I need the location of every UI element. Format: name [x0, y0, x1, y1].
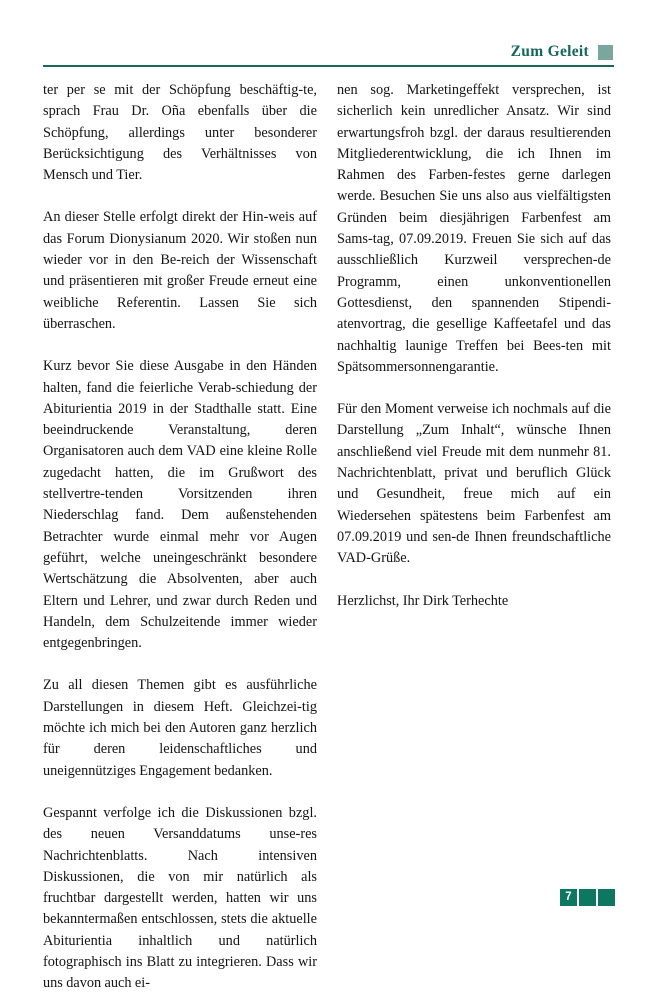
paragraph: Gespannt verfolge ich die Diskussionen bzgl. des neuen Versanddatums unse-​res Nachrichtenblatts. Nach intensiven Diskussionen, die von mir natürlich als fruchtbar dargestellt werden, hatten wir uns bekanntermaßen entschlossen, stets die aktuelle Abiturientia inhaltlich und natürlich fotographisch ins Blatt zu integrieren. Dass wir uns davon auch ei- [43, 804, 317, 992]
right-column [337, 80, 611, 612]
paragraph: An dieser Stelle erfolgt direkt der Hin-​weis auf das Forum Dionysianum 2020. Wir stoßen nun wieder vor in den Be-​reich der Wissenschaft und präsentieren mit großer Freude erneut eine weibliche Referentin. Lassen Sie sich überraschen. [43, 209, 317, 332]
paragraph: Kurz bevor Sie diese Ausgabe in den Händen halten, fand die feierliche Verab-​schiedung der Abiturientia 2019 in der Stadthalle statt. Eine beeindruckende Veranstaltung, deren Organisatoren auch dem VAD eine kleine Rolle zugedacht hatten, die im Grußwort des stellvertre-​tenden Vorsitzenden ihren Niederschlag fand. Dem außenstehenden Betrachter wurde einmal mehr vor Augen geführt, welche uneingeschränkt besondere Wertschätzung die Absolventen, aber auch Eltern und Lehrer, und zwar durch Reden und Handeln, dem Schulzeitende immer wieder entgegenbringen. [43, 358, 317, 652]
folio-accent-square-icon-2 [598, 889, 615, 906]
paragraph: Zu all diesen Themen gibt es ausführliche Darstellungen in diesem Heft. Gleichzei-​tig möchte ich mich bei den Autoren ganz herzlich für deren leidenschaftliches und uneigennütziges Engagement bedanken. [43, 677, 317, 779]
paragraph: Für den Moment verweise ich nochmals auf die Darstellung „Zum Inhalt“, wünsche Ihnen anschließend viel Freude mit dem nunmehr 81. Nachrichtenblatt, privat und beruflich Glück und Gesundheit, freue mich auf ein Wiedersehen spätestens beim Farbenfest am 07.09.2019 und sen-​de Ihnen freundschaftliche VAD-Grüße. [337, 401, 611, 567]
article-body [43, 80, 623, 992]
folio-accent-square-icon-1 [579, 889, 596, 906]
header-divider-rule [43, 65, 614, 67]
page-title: Zum Geleit [510, 43, 589, 61]
page-number-badge: 7 [560, 889, 577, 906]
running-head [43, 38, 613, 66]
paragraph: nen sog. Marketingeffekt versprechen, ist sicherlich kein unredlicher Ansatz. Wir sind erwartungsfroh bzgl. der daraus resultierenden Mitgliederentwicklung, die ich Ihnen im Rahmen des Farben-​festes gerne darlegen werde. Besuchen Sie uns also aus vielfältigsten Gründen beim diesjährigen Farbenfest am Sams-​tag, 07.09.2019. Freuen Sie sich auf das ausschließlich Kurzweil versprechen-​de Programm, einen unkonventionellen Gottesdienst, den spannenden Stipendi-​atenvortrag, die gesellige Kaffeetafel und das nachhaltig launige Treffen bei Bees-​ten mit Spätsommersonnengarantie. [337, 82, 611, 375]
header-accent-square-icon [598, 45, 613, 60]
folio [560, 889, 615, 906]
left-column [43, 80, 317, 995]
signoff-paragraph: Herzlichst, Ihr Dirk Terhechte [337, 592, 509, 609]
paragraph: ter per se mit der Schöpfung beschäftig-​te, sprach Frau Dr. Oña ebenfalls über die Schöpfung, allerdings unter besonderer Berücksichtigung des Verhältnisses von Mensch und Tier. [43, 82, 317, 184]
